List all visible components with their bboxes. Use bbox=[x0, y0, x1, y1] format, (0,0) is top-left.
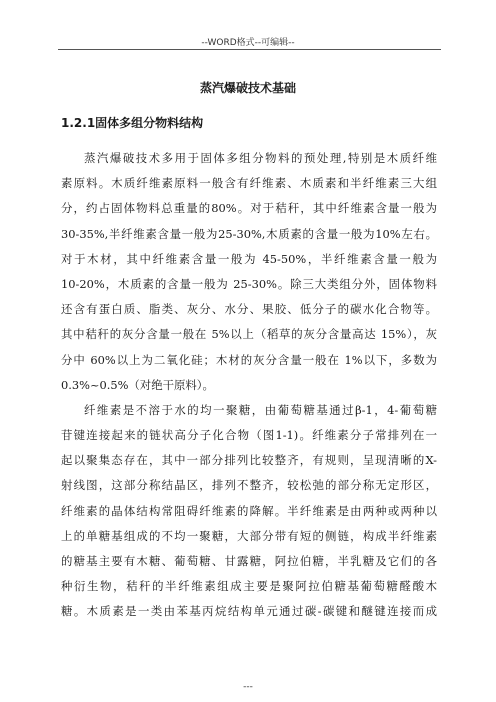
text-line: 素原料。木质纤维素原料一般含有纤维素、木质素和半纤维素三大组 bbox=[61, 176, 437, 191]
text-line: 分中 60%以上为二氧化硅；木材的灰分含量一般在 1%以下，多数为 bbox=[61, 352, 437, 367]
text-line: 其中秸秆的灰分含量一般在 5%以上（稻草的灰分含量高达 15%），灰 bbox=[61, 327, 437, 342]
text-line: 分，约占固体物料总重量的80%。对于秸秆，其中纤维素含量一般为 bbox=[61, 201, 437, 216]
text-line: 0.3%~0.5%（对绝干原料）。 bbox=[61, 377, 214, 392]
header-divider bbox=[58, 49, 441, 50]
page-footer: --- bbox=[243, 682, 253, 692]
text-line: 种衍生物，秸秆的半纤维素组成主要是聚阿拉伯糖基葡萄糖醛酸木 bbox=[61, 579, 437, 594]
text-line: 上的单糖基组成的不均一聚糖，大部分带有短的侧链，构成半纤维素 bbox=[61, 528, 437, 543]
text-line: 30-35%,半纤维素含量一般为25-30%,木质素的含量一般为10%左右。 bbox=[61, 226, 437, 241]
document-title: 蒸汽爆破技术基础 bbox=[199, 81, 296, 95]
text-line: 苷键连接起来的链状高分子化合物（图1-1)。纤维素分子常排列在一 bbox=[61, 428, 437, 443]
text-line: 10-20%，木质素的含量一般为 25-30%。除三大类组分外，固体物料 bbox=[61, 276, 437, 291]
text-line: 糖。木质素是一类由苯基丙烷结构单元通过碳-碳键和醚键连接而成 bbox=[61, 604, 437, 619]
page-header: --WORD格式--可编辑-- bbox=[201, 38, 295, 48]
section-heading: 1.2.1固体多组分物料结构 bbox=[61, 116, 204, 130]
text-line: 的糖基主要有木糖、葡萄糖、甘露糖，阿拉伯糖，半乳糖及它们的各 bbox=[61, 554, 437, 568]
text-line: 纤维素的晶体结构常阻碍纤维素的降解。半纤维素是由两种或两种以 bbox=[61, 503, 437, 518]
text-line: 纤维素是不溶于水的均一聚糖，由葡萄糖基通过β-1，4-葡萄糖 bbox=[84, 402, 437, 417]
text-line: 蒸汽爆破技术多用于固体多组分物料的预处理,特别是木质纤维 bbox=[84, 151, 437, 165]
text-line: 对于木材，其中纤维素含量一般为 45-50%，半纤维素含量一般为 bbox=[61, 251, 437, 266]
text-line: 射线图，这部分称结晶区，排列不整齐，较松弛的部分称无定形区， bbox=[61, 478, 437, 493]
body-text bbox=[61, 146, 437, 625]
text-line: 起以聚集态存在，其中一部分排列比较整齐，有规则，呈现清晰的X- bbox=[61, 453, 437, 468]
text-line: 还含有蛋白质、脂类、灰分、水分、果胶、低分子的碳水化合物等。 bbox=[61, 302, 437, 317]
